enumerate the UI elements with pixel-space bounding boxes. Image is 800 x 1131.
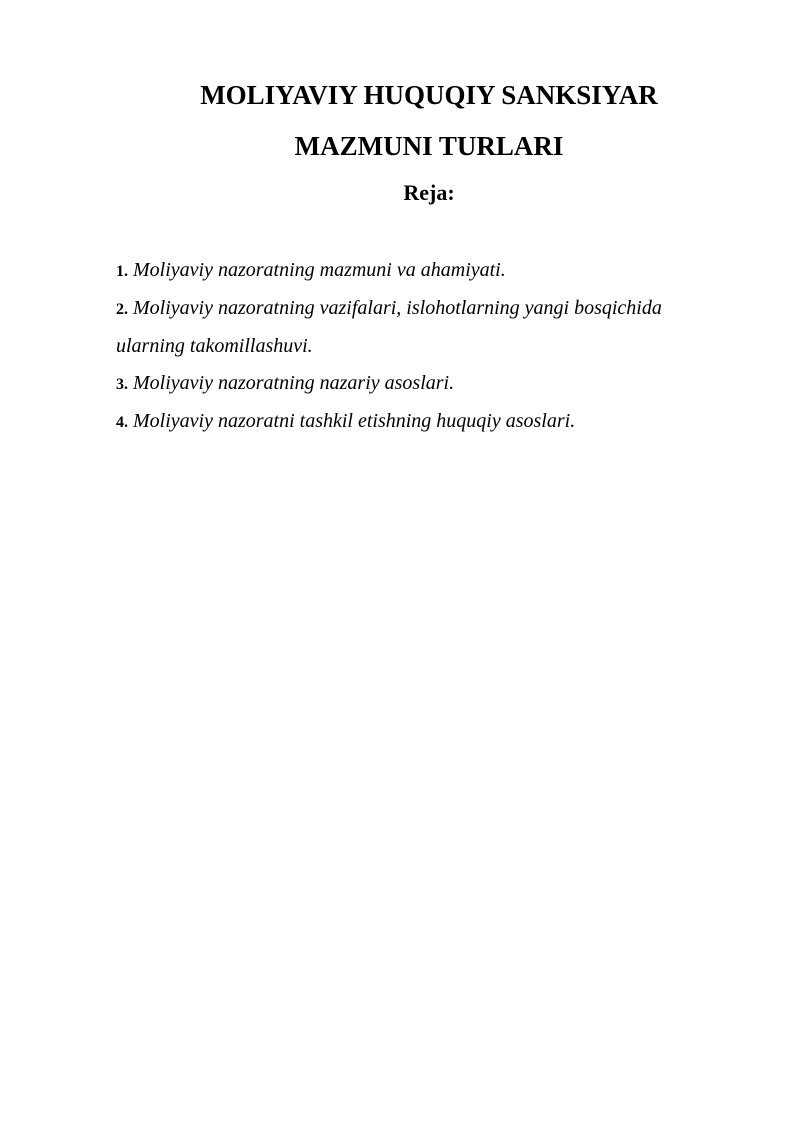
plan-item-text: Moliyaviy nazoratning vazifalari, islohotlarning yangi bosqichida ularning takomillashuvi. bbox=[116, 297, 662, 357]
plan-item-text: Moliyaviy nazoratni tashkil etishning huquqiy asoslari. bbox=[133, 410, 576, 432]
plan-item-text: Moliyaviy nazoratning nazariy asoslari. bbox=[133, 372, 455, 394]
plan-item-text: Moliyaviy nazoratning mazmuni va ahamiyati. bbox=[133, 259, 506, 281]
plan-item-number: 4. bbox=[116, 414, 128, 431]
plan-item-1 bbox=[116, 252, 716, 290]
plan-item-2 bbox=[116, 290, 716, 365]
plan-item-4 bbox=[116, 403, 716, 441]
plan-item-3 bbox=[116, 365, 716, 403]
plan-list bbox=[116, 252, 716, 441]
plan-item-number: 1. bbox=[116, 263, 128, 280]
plan-heading: Reja: bbox=[403, 180, 455, 205]
plan-item-number: 3. bbox=[116, 376, 128, 393]
document-title-line-2: MAZMUNI TURLARI bbox=[294, 131, 564, 161]
plan-item-number: 2. bbox=[116, 301, 128, 318]
document-title-line-1: MOLIYAVIY HUQUQIY SANKSIYAR bbox=[200, 80, 658, 110]
